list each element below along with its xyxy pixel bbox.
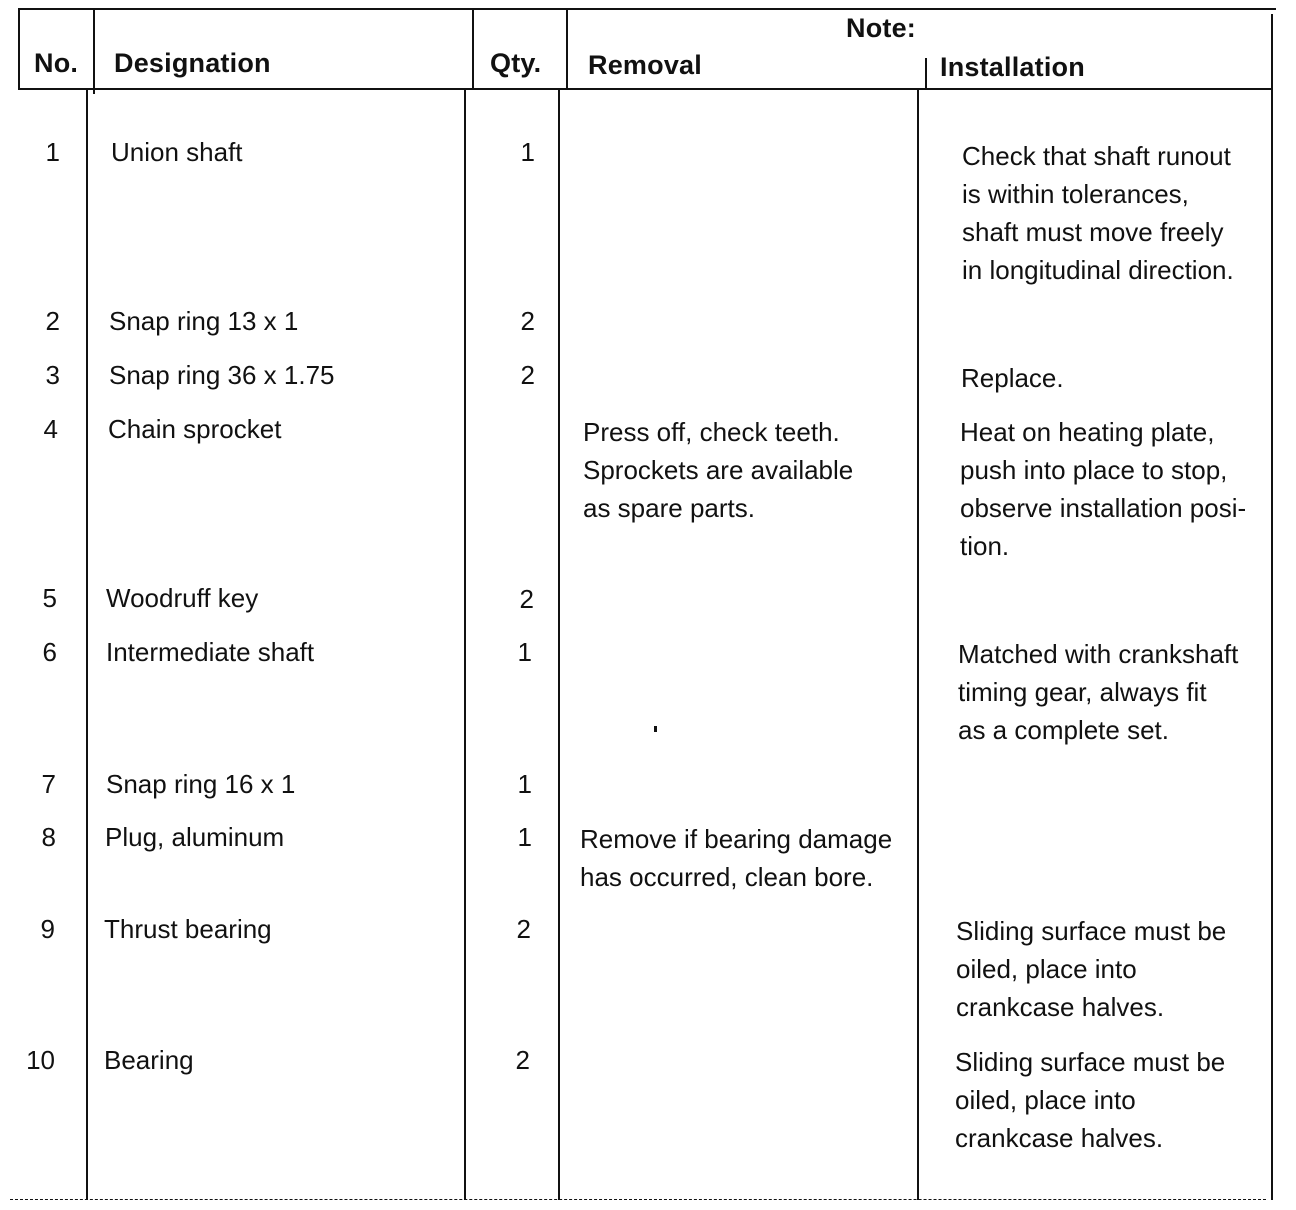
row-9-no: 9 <box>40 914 55 944</box>
row-5-qty: 2 <box>519 584 534 614</box>
header-bottom-border <box>18 88 1272 90</box>
qty-column-divider <box>566 8 568 90</box>
row-8-removal-line-2: has occurred, clean bore. <box>580 862 874 892</box>
removal-column-divider <box>925 58 927 90</box>
row-4-installation-line-2: push into place to stop, <box>960 455 1228 485</box>
row-6-no: 6 <box>42 637 57 667</box>
removal-column-divider-body <box>917 88 919 1200</box>
row-9-qty: 2 <box>516 914 531 944</box>
header-removal: Removal <box>588 50 702 80</box>
row-1-installation-line-3: shaft must move freely <box>962 217 1224 247</box>
qty-column-divider-body <box>558 88 560 1200</box>
row-1-no: 1 <box>45 137 60 167</box>
row-5-no: 5 <box>42 583 57 613</box>
row-1-installation-line-2: is within tolerances, <box>962 179 1189 209</box>
left-border <box>18 8 20 90</box>
row-4-designation: Chain sprocket <box>108 414 282 444</box>
row-3-qty: 2 <box>520 360 535 390</box>
row-8-no: 8 <box>41 822 56 852</box>
row-4-installation-line-3: observe installation posi- <box>960 493 1247 523</box>
row-10-installation-line-2: oiled, place into <box>955 1085 1136 1115</box>
stray-mark <box>654 726 657 732</box>
row-4-no: 4 <box>43 414 58 444</box>
row-9-designation: Thrust bearing <box>104 914 272 944</box>
header-installation: Installation <box>940 52 1085 82</box>
designation-column-divider-body <box>464 88 466 1200</box>
row-1-designation: Union shaft <box>111 137 243 167</box>
row-7-qty: 1 <box>517 769 532 799</box>
row-6-designation: Intermediate shaft <box>106 637 315 667</box>
row-10-installation-line-3: crankcase halves. <box>955 1123 1164 1153</box>
row-7-no: 7 <box>41 769 56 799</box>
header-designation: Designation <box>114 48 271 78</box>
row-8-qty: 1 <box>517 822 532 852</box>
no-column-divider-body <box>86 88 88 1200</box>
designation-column-divider <box>472 8 474 90</box>
header-note: Note: <box>846 13 916 43</box>
row-3-installation-line-1: Replace. <box>961 363 1064 393</box>
row-4-removal-line-2: Sprockets are available <box>583 455 854 485</box>
header-no: No. <box>34 48 79 78</box>
row-6-qty: 1 <box>517 637 532 667</box>
row-8-designation: Plug, aluminum <box>105 822 285 852</box>
row-10-no: 10 <box>26 1045 55 1075</box>
right-border <box>1271 14 1273 1200</box>
row-6-installation-line-3: as a complete set. <box>958 715 1169 745</box>
row-9-installation-line-3: crankcase halves. <box>956 992 1165 1022</box>
row-9-installation-line-2: oiled, place into <box>956 954 1137 984</box>
row-4-installation-line-4: tion. <box>960 531 1010 561</box>
table-bottom-border <box>10 1199 1266 1200</box>
row-4-installation-line-1: Heat on heating plate, <box>960 417 1215 447</box>
row-5-designation: Woodruff key <box>106 583 259 613</box>
row-10-designation: Bearing <box>104 1045 194 1075</box>
row-8-removal-line-1: Remove if bearing damage <box>580 824 893 854</box>
row-2-qty: 2 <box>520 306 535 336</box>
row-1-qty: 1 <box>520 137 535 167</box>
row-10-installation-line-1: Sliding surface must be <box>955 1047 1226 1077</box>
row-3-designation: Snap ring 36 x 1.75 <box>109 360 335 390</box>
no-column-divider <box>93 8 95 94</box>
row-1-installation-line-4: in longitudinal direction. <box>962 255 1234 285</box>
row-2-no: 2 <box>45 306 60 336</box>
row-4-removal-line-1: Press off, check teeth. <box>583 417 840 447</box>
row-2-designation: Snap ring 13 x 1 <box>109 306 299 336</box>
row-1-installation-line-1: Check that shaft runout <box>962 141 1231 171</box>
row-3-no: 3 <box>45 360 60 390</box>
row-6-installation-line-1: Matched with crankshaft <box>958 639 1239 669</box>
row-6-installation-line-2: timing gear, always fit <box>958 677 1207 707</box>
table-top-border <box>18 8 1276 10</box>
row-4-removal-line-3: as spare parts. <box>583 493 755 523</box>
header-qty: Qty. <box>490 48 542 78</box>
row-9-installation-line-1: Sliding surface must be <box>956 916 1227 946</box>
row-7-designation: Snap ring 16 x 1 <box>106 769 296 799</box>
row-10-qty: 2 <box>515 1045 530 1075</box>
